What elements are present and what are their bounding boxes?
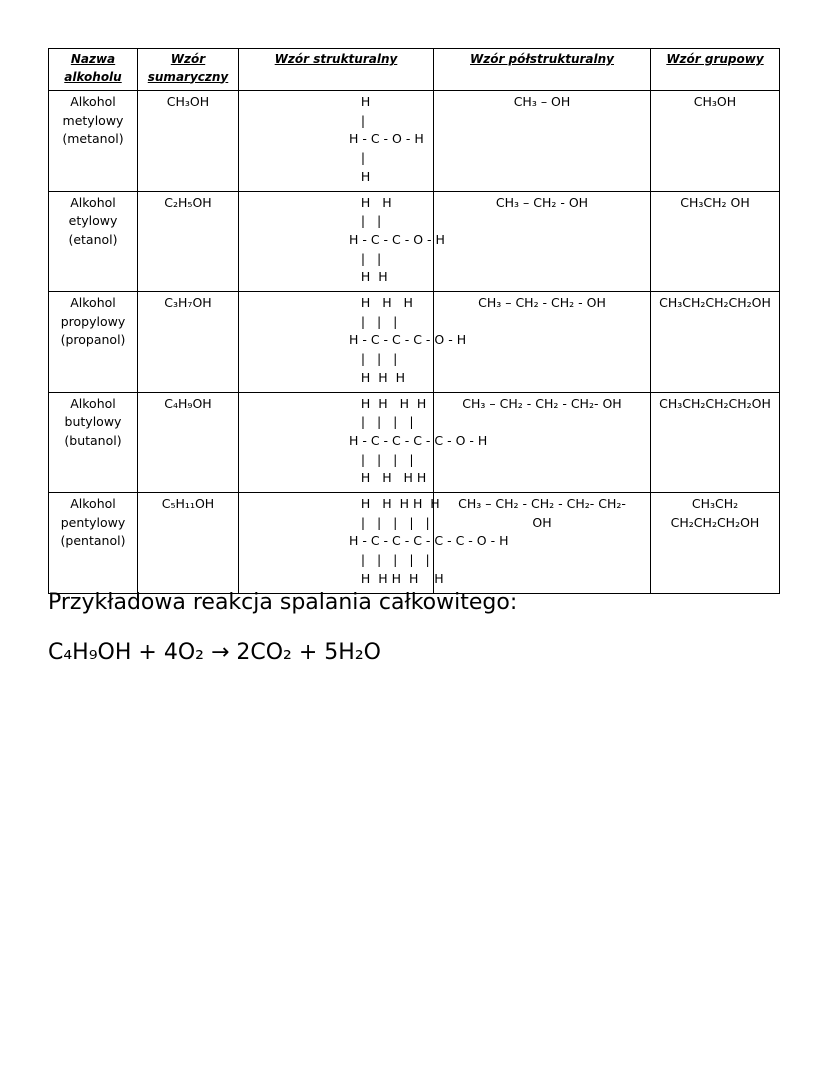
summary-formula: C₄H₉OH (138, 392, 239, 493)
structural-formula-text: H H | | H - C - C - O - H | | H H (349, 194, 445, 285)
alcohol-name: Alkohol etylowy (etanol) (49, 191, 138, 292)
header-structural: Wzór strukturalny (239, 49, 434, 91)
structural-formula-text: H H H H H | | | | | H - C - C - C - C - C - O - H | | | | | H H H H H (349, 496, 509, 586)
semi-structural-formula: CH₃ – CH₂ - CH₂ - CH₂- OH (434, 392, 651, 493)
structural-formula (239, 191, 445, 292)
semi-structural-formula: CH₃ – CH₂ - CH₂ - OH (434, 292, 651, 393)
header-summary: Wzór sumaryczny (138, 49, 239, 91)
semi-structural-formula: CH₃ – CH₂ - CH₂ - CH₂- CH₂- OH (434, 493, 651, 594)
combustion-equation: C₄H₉OH + 4O₂ → 2CO₂ + 5H₂O (48, 640, 381, 665)
summary-formula: C₅H₁₁OH (138, 493, 239, 594)
structural-formula-text: H H H H | | | | H - C - C - C - C - O - H | | | | H H H H (349, 395, 488, 486)
structural-formula (239, 493, 509, 594)
group-formula: CH₃CH₂ CH₂CH₂CH₂OH (651, 493, 780, 594)
summary-formula: C₃H₇OH (138, 292, 239, 393)
alcohol-name: Alkohol pentylowy (pentanol) (49, 493, 138, 594)
header-name: Nazwa alkoholu (49, 49, 138, 91)
semi-structural-formula: CH₃ – CH₂ - OH (434, 191, 651, 292)
alcohol-name: Alkohol metylowy (metanol) (49, 91, 138, 192)
structural-formula (239, 292, 467, 393)
alcohol-name: Alkohol propylowy (propanol) (49, 292, 138, 393)
header-semi-structural: Wzór półstrukturalny (434, 49, 651, 91)
structural-formula-text: H H H | | | H - C - C - C - O - H | | | H H H (349, 295, 467, 385)
group-formula: CH₃CH₂CH₂CH₂OH (651, 392, 780, 493)
table-row (49, 191, 780, 292)
table-row (49, 292, 780, 393)
group-formula: CH₃CH₂CH₂CH₂OH (651, 292, 780, 393)
alcohol-name: Alkohol butylowy (butanol) (49, 392, 138, 493)
summary-formula: CH₃OH (138, 91, 239, 192)
table-row (49, 91, 780, 192)
summary-formula: C₂H₅OH (138, 191, 239, 292)
table-row (49, 493, 780, 594)
group-formula: CH₃OH (651, 91, 780, 192)
alcohols-table (48, 48, 780, 594)
table-header-row (49, 49, 780, 91)
semi-structural-formula: CH₃ – OH (434, 91, 651, 192)
table-row (49, 392, 780, 493)
combustion-heading: Przykładowa reakcja spalania całkowitego: (48, 590, 518, 615)
structural-formula-text: H | H - C - O - H | H (349, 94, 424, 184)
group-formula: CH₃CH₂ OH (651, 191, 780, 292)
structural-formula (239, 91, 434, 192)
structural-formula (239, 392, 488, 493)
header-group: Wzór grupowy (651, 49, 780, 91)
